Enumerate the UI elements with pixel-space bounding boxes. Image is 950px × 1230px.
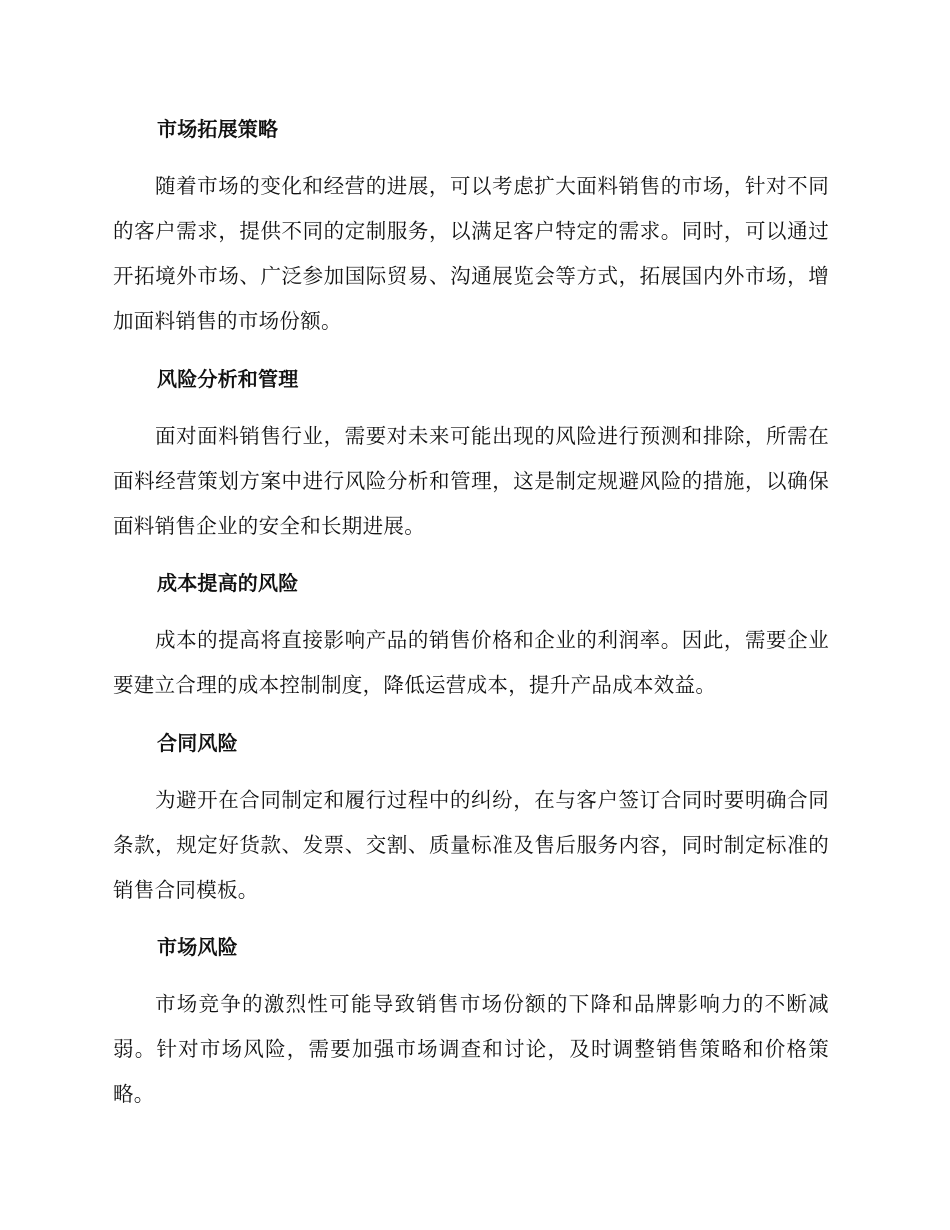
section-heading-risk-analysis: 风险分析和管理 [157, 367, 299, 391]
section-heading-contract-risk: 合同风险 [157, 731, 238, 755]
section-heading-market-risk: 市场风险 [157, 935, 238, 959]
section-body-contract-risk: 为避开在合同制定和履行过程中的纠纷，在与客户签订合同时要明确合同条款，规定好货款、发票、交割、质量标准及售后服务内容，同时制定标准的销售合同模板。 [113, 788, 829, 902]
section-body-market-risk: 市场竞争的激烈性可能导致销售市场份额的下降和品牌影响力的不断减弱。针对市场风险，需要加强市场调查和讨论，及时调整销售策略和价格策略。 [113, 992, 829, 1106]
section-heading-market-expansion: 市场拓展策略 [157, 117, 279, 141]
section-body-risk-analysis: 面对面料销售行业，需要对未来可能出现的风险进行预测和排除，所需在面料经营策划方案中进行风险分析和管理，这是制定规避风险的措施，以确保面料销售企业的安全和长期进展。 [113, 424, 829, 538]
section-body-market-expansion: 随着市场的变化和经营的进展，可以考虑扩大面料销售的市场，针对不同的客户需求，提供不同的定制服务，以满足客户特定的需求。同时，可以通过开拓境外市场、广泛参加国际贸易、沟通展览会等方式，拓展国内外市场，增加面料销售的市场份额。 [113, 174, 829, 333]
section-body-cost-risk: 成本的提高将直接影响产品的销售价格和企业的利润率。因此，需要企业要建立合理的成本控制制度，降低运营成本，提升产品成本效益。 [113, 628, 829, 697]
section-heading-cost-risk: 成本提高的风险 [157, 571, 299, 595]
